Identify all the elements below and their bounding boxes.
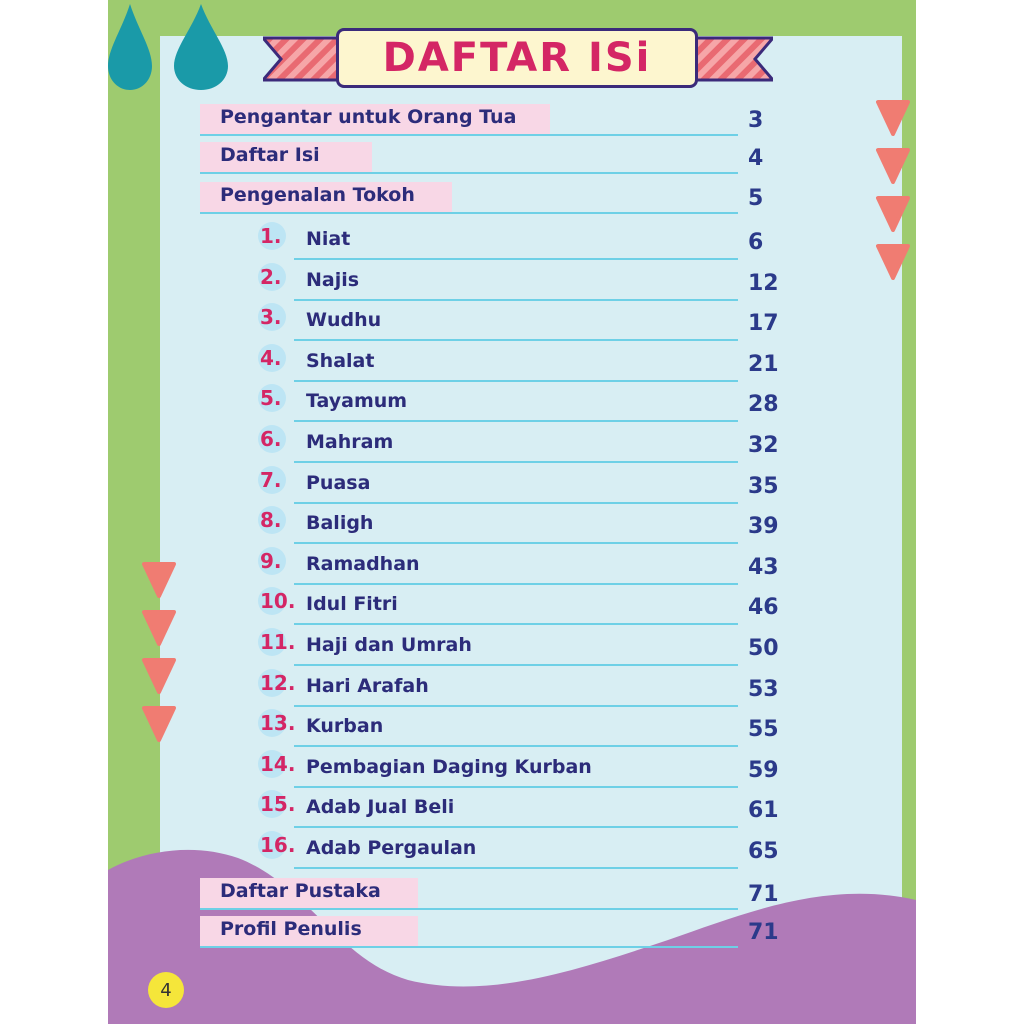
page-number-entry: 4 (748, 146, 764, 171)
chapter-title: Wudhu (306, 309, 382, 332)
coral-triangle (142, 706, 176, 742)
row-underline (200, 908, 738, 910)
chapter-number: 12. (260, 670, 296, 695)
page-number-entry: 28 (748, 392, 779, 418)
chapter-title: Baligh (306, 512, 374, 535)
page-number-entry: 5 (748, 186, 764, 211)
page-title: DAFTAR ISi (382, 35, 652, 81)
page-number-entry: 12 (748, 270, 779, 296)
chapter-title: Niat (306, 228, 351, 250)
page-number-entry: 71 (748, 920, 779, 945)
row-underline (294, 826, 738, 828)
chapter-number: 9. (260, 548, 282, 573)
coral-triangle (876, 100, 910, 136)
page-number-entry: 53 (748, 676, 779, 702)
row-underline (294, 420, 738, 422)
chapter-title: Adab Jual Beli (306, 796, 455, 819)
row-underline (200, 212, 738, 214)
chapter-number: 2. (260, 264, 282, 289)
toc-entry-label: Pengenalan Tokoh (220, 184, 415, 206)
teal-drop-decoration (174, 4, 228, 90)
page-number: 4 (160, 979, 172, 1001)
chapter-number: 13. (260, 711, 296, 736)
chapter-number: 3. (260, 305, 282, 330)
toc-entry-label: Daftar Isi (220, 144, 320, 166)
chapter-number: 14. (260, 751, 296, 776)
row-underline (294, 745, 738, 747)
page-number-entry: 46 (748, 595, 779, 621)
coral-triangle (876, 244, 910, 280)
row-underline (294, 623, 738, 625)
page-number-entry: 71 (748, 882, 779, 907)
row-underline (200, 946, 738, 948)
chapter-title: Kurban (306, 715, 384, 738)
coral-triangle (142, 610, 176, 646)
page-number-entry: 3 (748, 108, 764, 133)
row-underline (294, 380, 738, 382)
chapter-number: 8. (260, 508, 282, 533)
chapter-title: Mahram (306, 431, 394, 453)
page-number-entry: 17 (748, 311, 779, 337)
page-number-entry: 39 (748, 514, 779, 540)
chapter-number: 6. (260, 427, 282, 451)
row-underline (294, 867, 738, 869)
chapter-title: Idul Fitri (306, 593, 398, 616)
chapter-title: Tayamum (306, 390, 408, 413)
page-number-entry: 32 (748, 433, 779, 458)
chapter-title: Hari Arafah (306, 674, 429, 697)
row-underline (294, 461, 738, 463)
chapter-number: 1. (260, 224, 282, 248)
chapter-number: 5. (260, 386, 282, 411)
row-underline (294, 542, 738, 544)
toc-entry-label: Pengantar untuk Orang Tua (220, 106, 517, 128)
chapter-number: 10. (260, 589, 296, 614)
coral-triangle (142, 562, 176, 598)
chapter-title: Puasa (306, 471, 371, 494)
page-number-entry: 61 (748, 798, 779, 824)
row-underline (294, 299, 738, 301)
row-underline (294, 339, 738, 341)
page-number-entry: 43 (748, 554, 779, 580)
book-page (108, 0, 916, 1024)
coral-triangle (876, 148, 910, 184)
row-underline (294, 502, 738, 504)
chapter-title: Shalat (306, 349, 375, 372)
row-underline (294, 786, 738, 788)
page-number-entry: 55 (748, 717, 779, 743)
toc-entry-label: Daftar Pustaka (220, 880, 381, 902)
chapter-number: 16. (260, 833, 296, 857)
chapter-title: Haji dan Umrah (306, 634, 472, 656)
row-underline (294, 705, 738, 707)
page-number-entry: 50 (748, 636, 779, 661)
chapter-number: 15. (260, 792, 296, 817)
row-underline (294, 258, 738, 260)
chapter-number: 11. (260, 630, 296, 654)
row-underline (294, 583, 738, 585)
row-underline (200, 172, 738, 174)
chapter-title: Najis (306, 268, 360, 291)
chapter-title: Pembagian Daging Kurban (306, 755, 592, 778)
title-box (336, 28, 698, 88)
chapter-title: Adab Pergaulan (306, 837, 477, 859)
page-number-entry: 65 (748, 839, 779, 864)
coral-triangle (876, 196, 910, 232)
page-number-entry: 35 (748, 473, 779, 499)
page-number-entry: 21 (748, 351, 779, 377)
toc-entry-label: Profil Penulis (220, 918, 362, 940)
chapter-title: Ramadhan (306, 552, 420, 575)
row-underline (200, 134, 738, 136)
page-number-badge (148, 972, 184, 1008)
teal-drop-decoration (108, 4, 152, 90)
chapter-number: 4. (260, 345, 282, 370)
row-underline (294, 664, 738, 666)
page-number-entry: 6 (748, 230, 764, 255)
coral-triangle (142, 658, 176, 694)
page-number-entry: 59 (748, 757, 779, 783)
chapter-number: 7. (260, 467, 282, 492)
